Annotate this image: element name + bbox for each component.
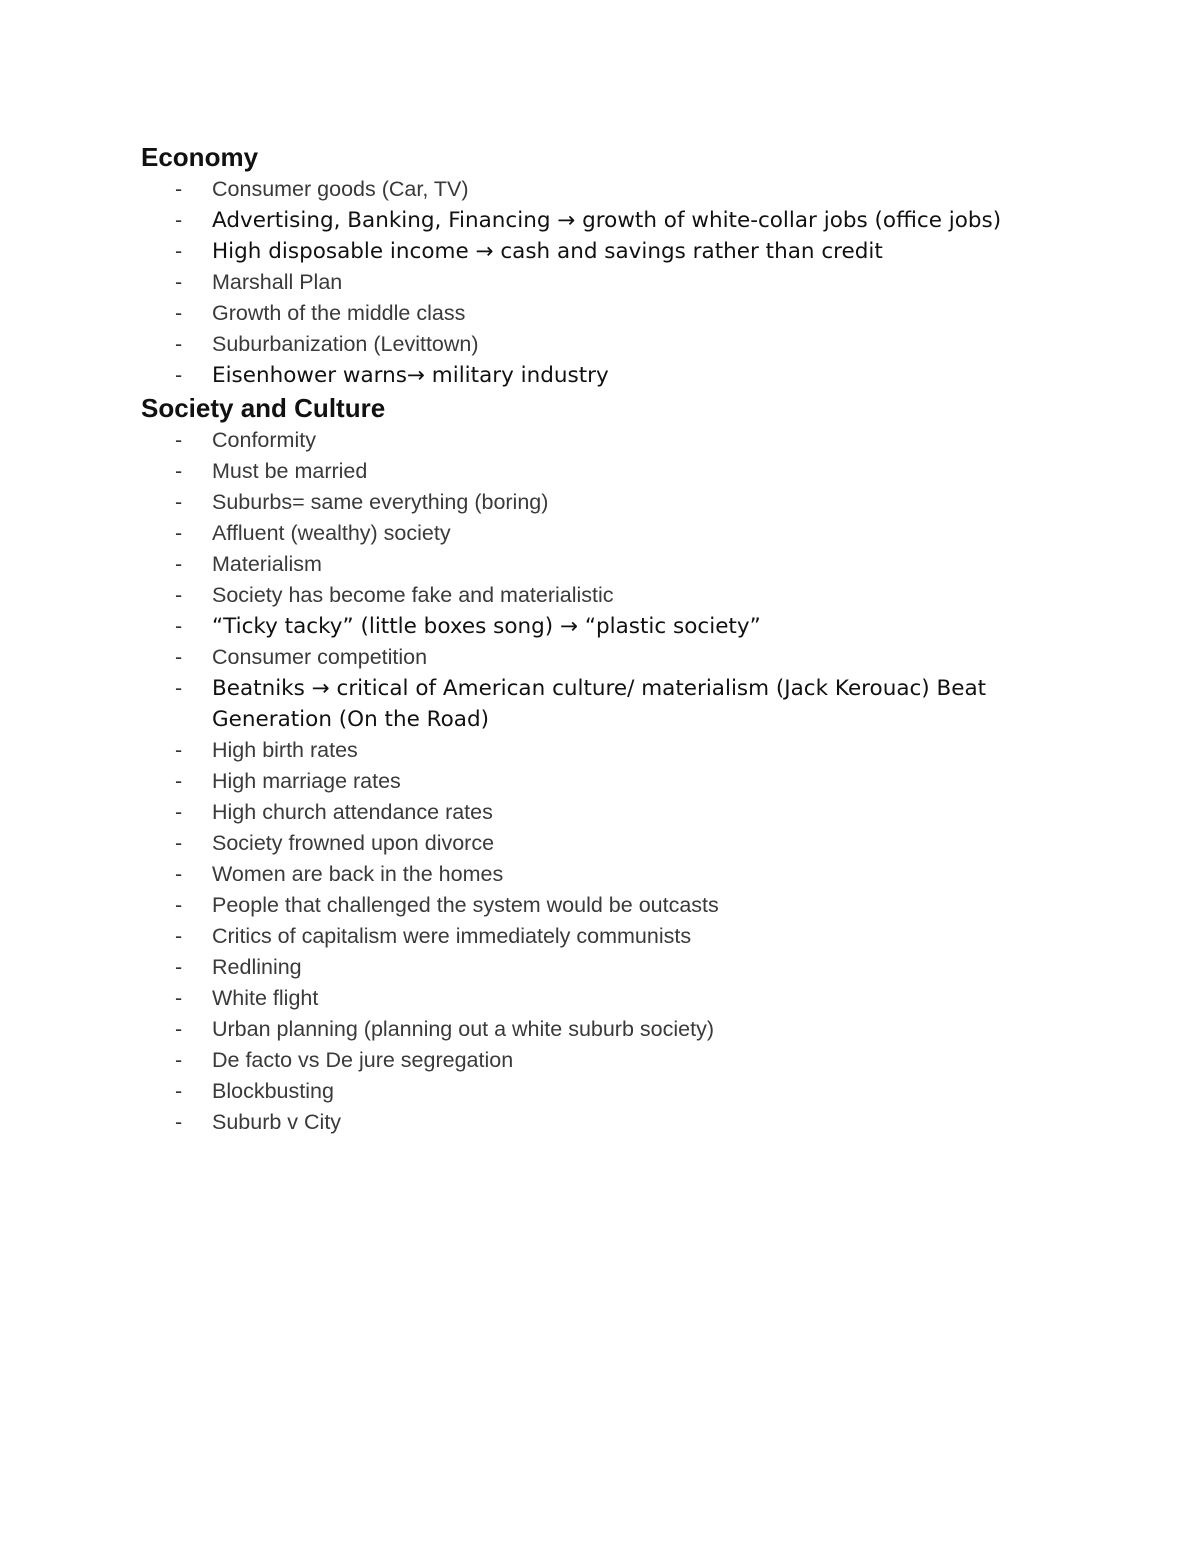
dash-marker: - [175,738,183,762]
society-culture-list [141,425,1041,1138]
list-item-text: Eisenhower warns→ military industry [212,363,609,388]
economy-list [141,174,1041,391]
dash-marker: - [175,1017,183,1041]
list-item [141,642,1041,673]
list-item [141,983,1041,1014]
list-item-text: Urban planning (planning out a white suburb society) [212,1017,714,1041]
dash-marker: - [175,924,183,948]
dash-marker: - [175,862,183,886]
list-item-text: Beatniks → critical of American culture/ materialism (Jack Kerouac) Beat Generation (On the Road) [212,676,987,732]
list-item-text: Consumer competition [212,645,428,669]
document-body [141,140,1041,1138]
dash-marker: - [175,986,183,1010]
list-item [141,205,1041,236]
list-item-text: High birth rates [212,738,358,762]
list-item-text: Consumer goods (Car, TV) [212,177,469,201]
list-item [141,425,1041,456]
list-item-text: Women are back in the homes [212,862,504,886]
section-heading-society-and-culture: Society and Culture [141,393,386,423]
list-item [141,456,1041,487]
list-item [141,1076,1041,1107]
dash-marker: - [175,552,183,576]
list-item [141,797,1041,828]
list-item-text: De facto vs De jure segregation [212,1048,514,1072]
dash-marker: - [175,893,183,917]
list-item-text: Must be married [212,459,368,483]
section-heading-economy: Economy [141,142,259,172]
dash-marker: - [175,459,183,483]
list-item-text: People that challenged the system would be outcasts [212,893,719,917]
list-item [141,828,1041,859]
list-item-text: High disposable income → cash and savings rather than credit [212,239,883,264]
list-item-text: Society frowned upon divorce [212,831,495,855]
list-item [141,673,1041,735]
list-item [141,298,1041,329]
list-item [141,1014,1041,1045]
list-item [141,611,1041,642]
list-item [141,549,1041,580]
dash-marker: - [175,521,183,545]
dash-marker: - [175,1110,183,1134]
list-item [141,487,1041,518]
dash-marker: - [175,490,183,514]
list-item-text: Blockbusting [212,1079,334,1103]
list-item [141,1107,1041,1138]
dash-marker: - [175,583,183,607]
list-item-text: Suburb v City [212,1110,342,1134]
list-item-text: “Ticky tacky” (little boxes song) → “plastic society” [212,614,761,639]
dash-marker: - [175,428,183,452]
dash-marker: - [175,676,183,700]
list-item [141,518,1041,549]
dash-marker: - [175,1048,183,1072]
dash-marker: - [175,800,183,824]
dash-marker: - [175,332,183,356]
dash-marker: - [175,614,183,638]
list-item [141,735,1041,766]
dash-marker: - [175,363,183,387]
list-item [141,236,1041,267]
list-item-text: Suburbs= same everything (boring) [212,490,549,514]
dash-marker: - [175,270,183,294]
dash-marker: - [175,301,183,325]
list-item-text: Affluent (wealthy) society [212,521,451,545]
list-item [141,1045,1041,1076]
list-item-text: Growth of the middle class [212,301,466,325]
list-item-text: Advertising, Banking, Financing → growth of white-collar jobs (office jobs) [212,208,1002,233]
list-item-text: High marriage rates [212,769,401,793]
list-item [141,921,1041,952]
dash-marker: - [175,769,183,793]
list-item [141,766,1041,797]
dash-marker: - [175,1079,183,1103]
list-item [141,329,1041,360]
dash-marker: - [175,831,183,855]
list-item-text: Critics of capitalism were immediately communists [212,924,692,948]
list-item [141,174,1041,205]
list-item-text: Conformity [212,428,316,452]
dash-marker: - [175,955,183,979]
list-item-text: Society has become fake and materialistic [212,583,614,607]
dash-marker: - [175,645,183,669]
list-item [141,580,1041,611]
list-item-text: White flight [212,986,319,1010]
list-item-text: Suburbanization (Levittown) [212,332,479,356]
list-item-text: Marshall Plan [212,270,343,294]
list-item-text: Redlining [212,955,302,979]
list-item [141,859,1041,890]
list-item [141,267,1041,298]
list-item [141,360,1041,391]
list-item [141,890,1041,921]
list-item-text: Materialism [212,552,322,576]
list-item-text: High church attendance rates [212,800,493,824]
dash-marker: - [175,239,183,263]
list-item [141,952,1041,983]
dash-marker: - [175,208,183,232]
dash-marker: - [175,177,183,201]
